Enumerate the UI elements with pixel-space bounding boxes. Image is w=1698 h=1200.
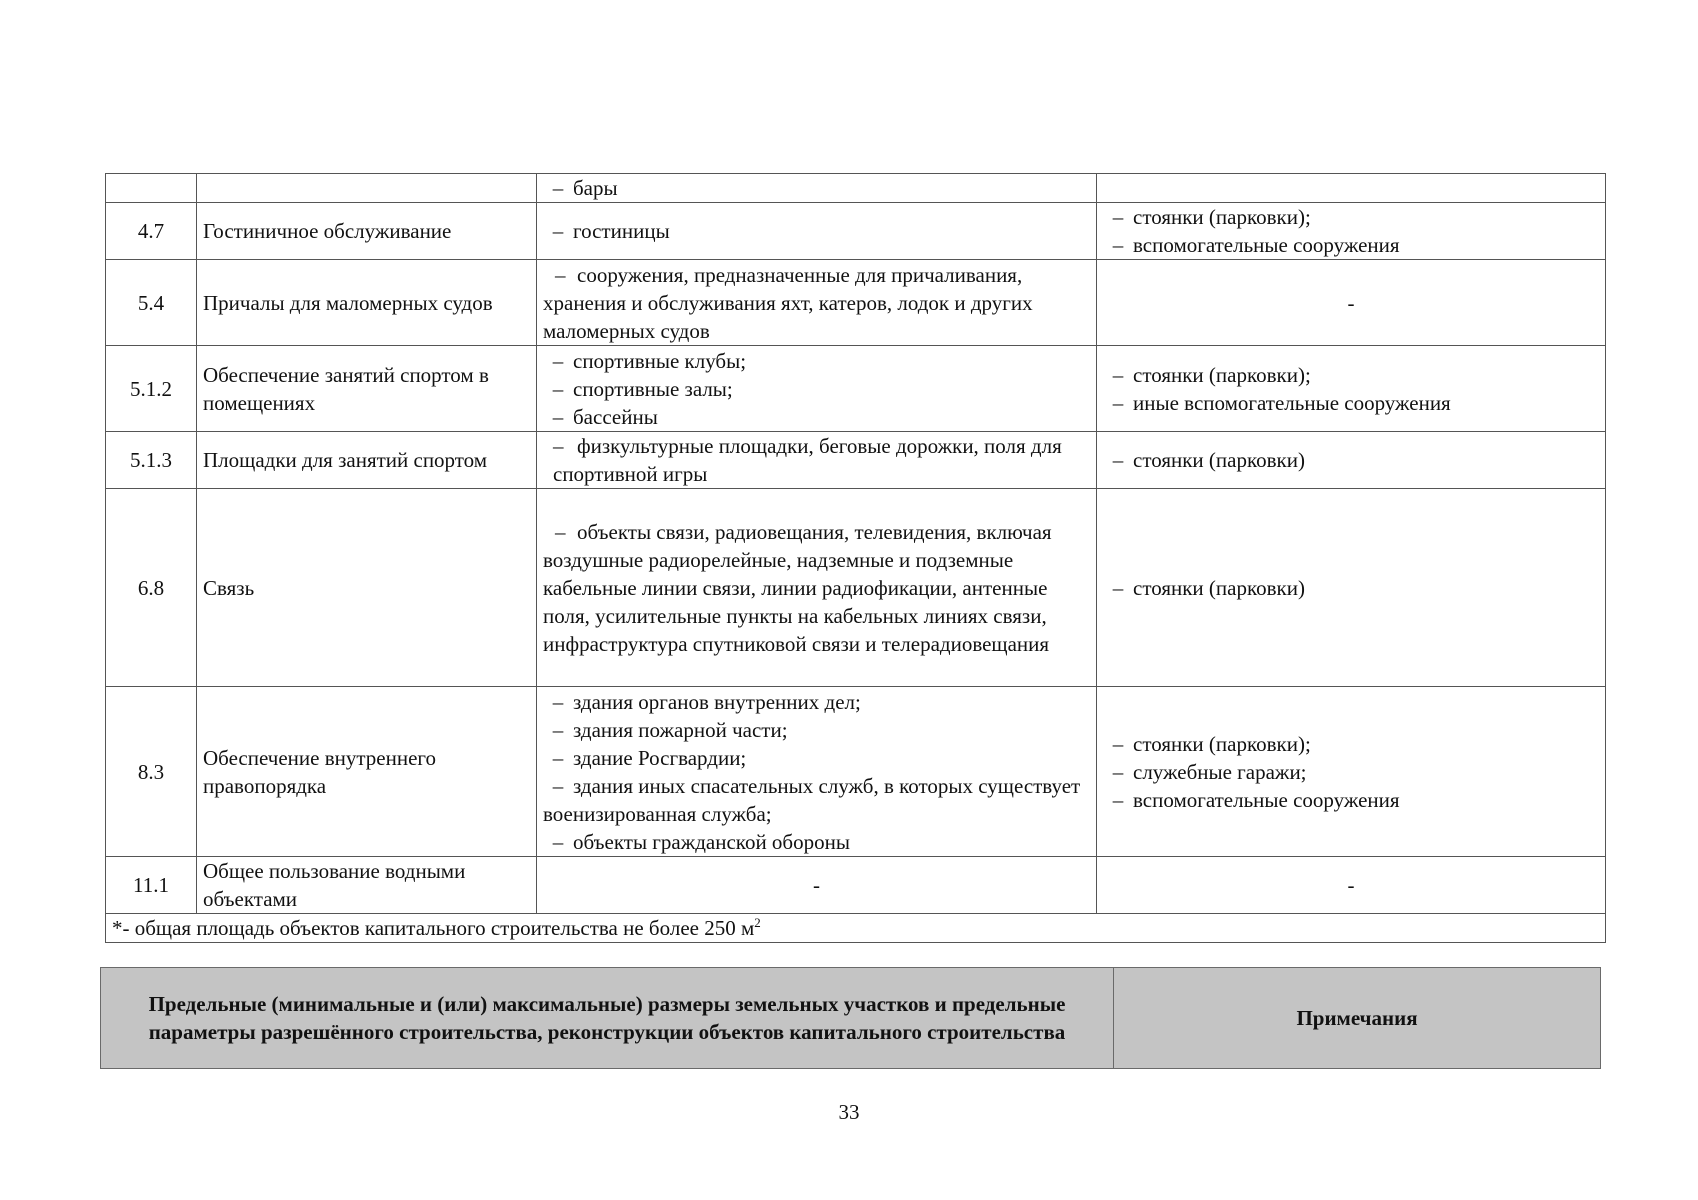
list-item: – стоянки (парковки); (1112, 205, 1311, 229)
page-number: 33 (838, 1100, 860, 1124)
list-item: – бары (552, 176, 618, 200)
table-row (106, 687, 1606, 857)
table-row (106, 489, 1606, 687)
list-item: – вспомогательные сооружения (1112, 233, 1400, 257)
footnote-row (106, 914, 1606, 943)
list-item: – вспомогательные сооружения (1112, 787, 1400, 812)
list-item: – стоянки (парковки) (1112, 575, 1305, 600)
list-item: – служебные гаражи; (1112, 759, 1307, 784)
row-main-uses (537, 174, 1097, 203)
row-main-uses (537, 346, 1097, 432)
row-name: Обеспечение внутреннего правопорядка (197, 687, 537, 857)
list-item: – иные вспомогательные сооружения (1112, 390, 1451, 415)
row-aux-uses (1097, 687, 1606, 857)
list-item: – здания иных спасательных служб, в которых существует военизированная служба; (543, 773, 1081, 826)
row-main-uses: – объекты связи, радиовещания, телевидения, включая воздушные радиорелейные, надземные и подземные кабельные линии связи, линии радиофикации, антенные поля, усилительные пункты на кабельных линиях связи, инфраструктура спутниковой связи и телерадиовещания (537, 489, 1097, 687)
row-code: 11.1 (106, 857, 197, 914)
row-name: Гостиничное обслуживание (197, 203, 537, 260)
row-code: 6.8 (106, 489, 197, 687)
footnote (106, 914, 1606, 943)
list-item: – стоянки (парковки); (1112, 731, 1311, 756)
row-code: 5.4 (106, 260, 197, 346)
parameters-header-row (101, 968, 1601, 1069)
list-item: – здания органов внутренних дел; (552, 689, 861, 714)
table-row (106, 203, 1606, 260)
row-name: Причалы для маломерных судов (197, 260, 537, 346)
list-item: – стоянки (парковки); (1112, 362, 1311, 387)
row-code: 8.3 (106, 687, 197, 857)
row-aux-uses (1097, 432, 1606, 489)
row-aux-uses (1097, 203, 1606, 260)
list-item: – объекты гражданской обороны (552, 829, 850, 854)
footnote-superscript: 2 (754, 915, 761, 930)
list-item: – стоянки (парковки) (1112, 448, 1305, 472)
row-main-uses (537, 203, 1097, 260)
permitted-use-table (105, 173, 1606, 943)
row-name (197, 174, 537, 203)
row-code: 5.1.3 (106, 432, 197, 489)
row-name: Площадки для занятий спортом (197, 432, 537, 489)
table-row (106, 346, 1606, 432)
row-aux-uses: - (1097, 260, 1606, 346)
parameters-header-right: Примечания (1114, 968, 1601, 1069)
row-name: Связь (197, 489, 537, 687)
parameters-header-left: Предельные (минимальные и (или) максимальные) размеры земельных участков и предельные параметры разрешённого строительства, реконструкции объектов капитального строительства (101, 968, 1114, 1069)
parameters-table (100, 967, 1601, 1069)
list-item: – спортивные залы; (552, 376, 733, 401)
table-row (106, 174, 1606, 203)
row-aux-uses (1097, 174, 1606, 203)
list-item: – здание Росгвардии; (552, 745, 747, 770)
row-main-uses: – сооружения, предназначенные для причаливания, хранения и обслуживания яхт, катеров, лодок и других маломерных судов (537, 260, 1097, 346)
row-aux-uses (1097, 489, 1606, 687)
table-row (106, 857, 1606, 914)
row-code (106, 174, 197, 203)
row-main-uses: – физкультурные площадки, беговые дорожки, поля для спортивной игры (537, 432, 1097, 489)
row-main-uses (537, 687, 1097, 857)
row-name: Общее пользование водными объектами (197, 857, 537, 914)
list-item: – бассейны (552, 404, 658, 429)
list-item: – здания пожарной части; (552, 717, 788, 742)
row-main-uses: - (537, 857, 1097, 914)
list-item: – спортивные клубы; (552, 348, 747, 373)
table-row (106, 260, 1606, 346)
row-code: 4.7 (106, 203, 197, 260)
list-item: – гостиницы (552, 219, 670, 243)
row-aux-uses (1097, 346, 1606, 432)
row-aux-uses: - (1097, 857, 1606, 914)
table-row (106, 432, 1606, 489)
row-name: Обеспечение занятий спортом в помещениях (197, 346, 537, 432)
footnote-text: *- общая площадь объектов капитального строительства не более 250 м (112, 916, 755, 940)
row-code: 5.1.2 (106, 346, 197, 432)
